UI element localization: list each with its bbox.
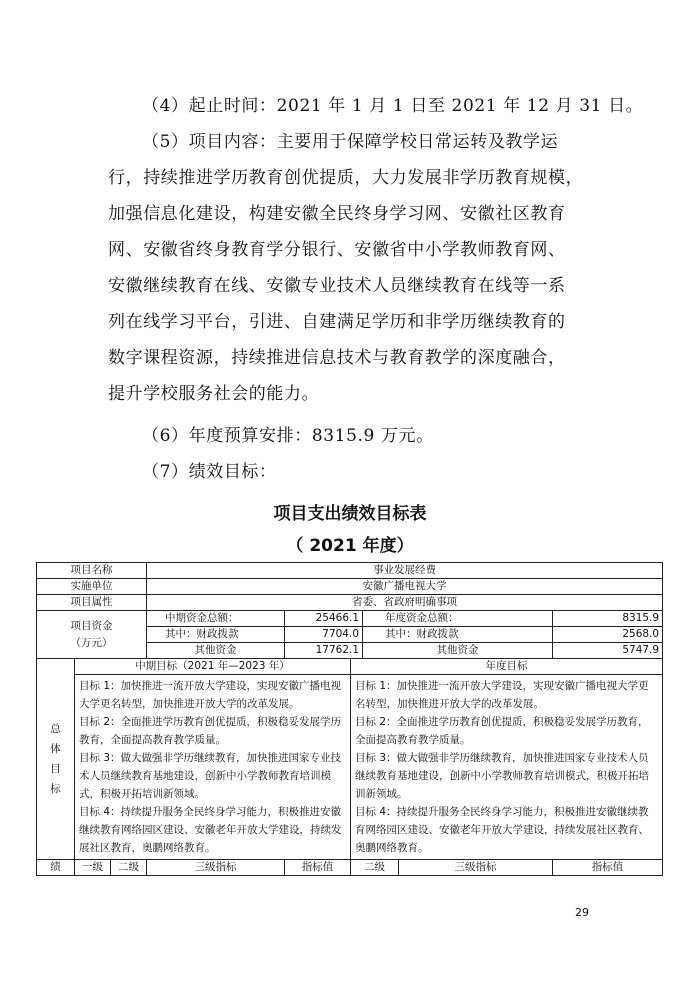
- goal-item: 目标 2：全面推进学历教育创优提质，积极稳妥发展学历教育，全面提高教育教学质量。: [79, 716, 342, 746]
- text-line: 行，持续推进学历教育创优提质，大力发展非学历教育规模，: [108, 168, 584, 188]
- performance-table: [36, 562, 663, 876]
- cell-year-total: 8315.9: [553, 611, 663, 627]
- goal-item: 目标 3：做大做强非学历继续教育，加快推进国家专业技术人员继续教育基地建设，创新中小学教师教育培训模式，积极开拓培训新领域。: [79, 752, 342, 800]
- goal-item: 目标 3：做大做强非学历继续教育，加快推进国家专业技术人员继续教育基地建设，创新中小学教师教育培训模式，积极开拓培训新领域。: [355, 752, 650, 800]
- text-line: （4）起止时间：2021 年 1 月 1 日至 2021 年 12 月 31 日。: [142, 96, 644, 116]
- col-level3-b: 三级指标: [399, 860, 553, 876]
- cell-mid-fiscal: 7704.0: [285, 627, 363, 643]
- table-row: [37, 659, 663, 675]
- cell-label: 项目属性: [37, 595, 147, 611]
- cell-unit: 安徽广播电视大学: [147, 579, 663, 595]
- text-line: 列在线学习平台，引进、自建满足学历和非学历继续教育的: [108, 312, 566, 332]
- para-goals: [108, 454, 608, 490]
- vertical-char: 标: [50, 783, 61, 795]
- cell-project-name: 事业发展经费: [147, 563, 663, 579]
- text-line: （5）项目内容：主要用于保障学校日常运转及教学运: [142, 132, 559, 152]
- goal-item: 目标 4：持续提升服务全民终身学习能力，积极推进安徽继续教育网络园区建设、安徽老年开放大学建设，持续发展社区教育，奥鹏网络教育。: [79, 806, 342, 854]
- col-value: 指标值: [285, 860, 351, 876]
- funds-label-line: （万元）: [70, 636, 113, 649]
- para-content: [108, 124, 608, 412]
- col-value-b: 指标值: [553, 860, 663, 876]
- cell-other-label: 其他资金: [363, 643, 553, 659]
- col-level2-b: 二级: [351, 860, 399, 876]
- text-line: 网、安徽省终身教育学分银行、安徽省中小学教师教育网、: [108, 240, 566, 260]
- goal-item: 目标 1：加快推进一流开放大学建设，实现安徽广播电视大学更名转型，加快推进开放大学的改革发展。: [355, 680, 649, 710]
- cell-year-goals: [351, 675, 663, 860]
- text-line: 安徽继续教育在线、安徽专业技术人员继续教育在线等一系: [108, 276, 566, 296]
- table-row: [37, 563, 663, 579]
- table-row: [37, 611, 663, 627]
- cell-mid-goal-header: 中期目标（2021 年—2023 年）: [75, 659, 351, 675]
- col-level3: 三级指标: [147, 860, 285, 876]
- cell-fiscal-label: 其中：财政拨款: [147, 627, 285, 643]
- cell-year-goal-header: 年度目标: [351, 659, 663, 675]
- table-row: [37, 860, 663, 876]
- col-level2: 二级: [111, 860, 147, 876]
- page-number: 29: [575, 906, 589, 919]
- text-line: 数字课程资源，持续推进信息技术与教育教学的深度融合，: [108, 348, 566, 368]
- table-title: 项目支出绩效目标表: [273, 504, 427, 524]
- cell-attr: 省委、省政府明确事项: [147, 595, 663, 611]
- col-level1: 一级: [75, 860, 111, 876]
- cell-mid-other: 17762.1: [285, 643, 363, 659]
- text-line: （7）绩效目标：: [142, 462, 277, 482]
- goal-item: 目标 4：持续提升服务全民终身学习能力，积极推进安徽继续教育网络园区建设、安徽老年开放大学建设，持续发展社区教育、奥鹏网络教育。: [355, 806, 650, 854]
- cell-mid-goals: [75, 675, 351, 860]
- cell-year-fiscal: 2568.0: [553, 627, 663, 643]
- cell-year-total-label: 年度资金总额：: [363, 611, 553, 627]
- vertical-char: 目: [50, 763, 61, 775]
- table-row: [37, 595, 663, 611]
- table-row: [37, 579, 663, 595]
- vertical-char: 体: [50, 743, 61, 755]
- cell-year-other: 5747.9: [553, 643, 663, 659]
- table-row: [37, 675, 663, 860]
- text-line: 加强信息化建设，构建安徽全民终身学习网、安徽社区教育: [108, 204, 566, 224]
- para-budget: [108, 418, 608, 454]
- cell-mid-total-label: 中期资金总额：: [147, 611, 285, 627]
- cell-mid-total: 25466.1: [285, 611, 363, 627]
- text-line: 提升学校服务社会的能力。: [108, 384, 320, 404]
- table-year: （ 2021 年度）: [286, 536, 414, 556]
- goal-item: 目标 2：全面推进学历教育创优提质，积极稳妥发展学历教育，全面提高教育教学质量。: [355, 716, 649, 746]
- cell-label: 项目名称: [37, 563, 147, 579]
- vertical-char: 总: [50, 723, 61, 735]
- goal-item: 目标 1：加快推进一流开放大学建设，实现安徽广播电视大学更名转型，加快推进开放大学的改革发展。: [79, 680, 342, 710]
- text-line: （6）年度预算安排：8315.9 万元。: [142, 426, 434, 446]
- cell-other-label: 其他资金: [147, 643, 285, 659]
- funds-label-line: 项目资金: [70, 619, 113, 632]
- cell-label: 实施单位: [37, 579, 147, 595]
- cell-fiscal-label: 其中：财政拨款: [363, 627, 553, 643]
- cell-overall-goal-label: [37, 659, 75, 860]
- para-period: [108, 88, 644, 124]
- cell-funds-label: [37, 611, 147, 659]
- cell-perf-label: 绩: [37, 860, 75, 876]
